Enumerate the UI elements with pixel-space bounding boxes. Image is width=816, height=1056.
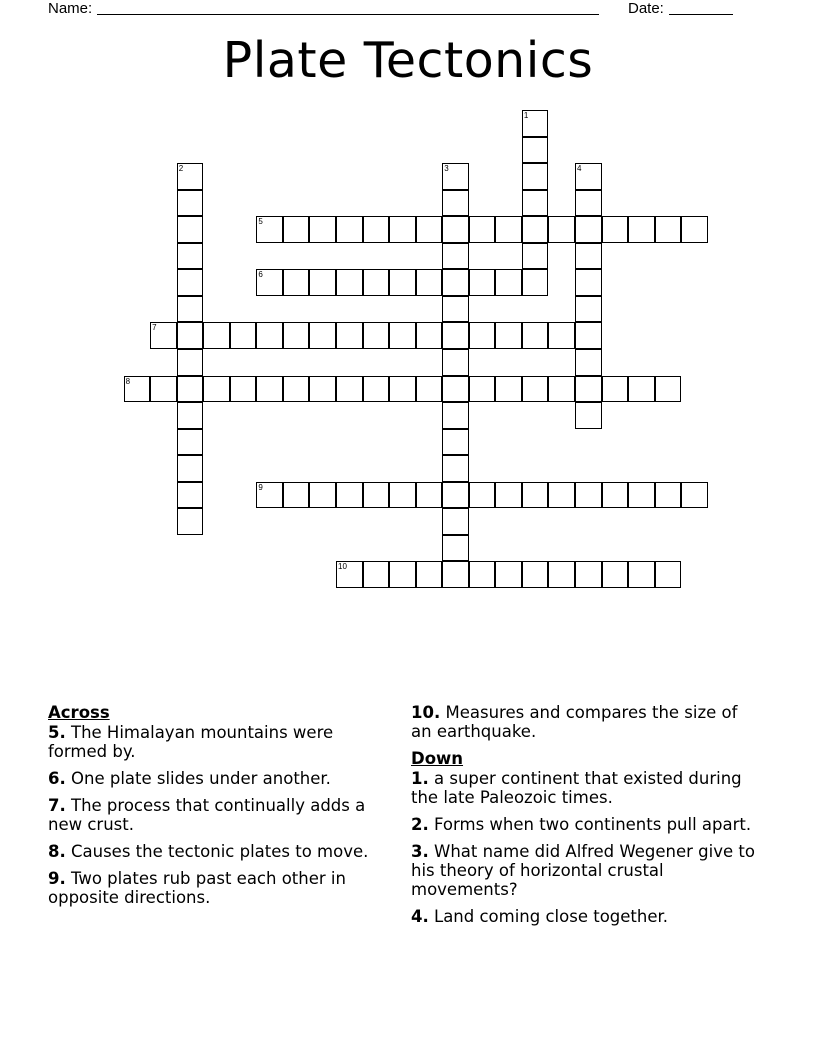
grid-cell[interactable] (575, 561, 602, 588)
grid-cell[interactable] (336, 482, 363, 509)
grid-cell[interactable] (230, 376, 257, 403)
down-clues (411, 703, 761, 934)
grid-cell[interactable] (177, 163, 204, 190)
grid-cell[interactable] (575, 349, 602, 376)
grid-cell[interactable] (442, 269, 469, 296)
grid-cell[interactable] (495, 269, 522, 296)
grid-cell[interactable] (256, 482, 283, 509)
grid-cell[interactable] (150, 322, 177, 349)
grid-cell[interactable] (548, 376, 575, 403)
grid-cell[interactable] (124, 376, 151, 403)
grid-cell[interactable] (389, 322, 416, 349)
grid-cell[interactable] (575, 482, 602, 509)
grid-cell[interactable] (548, 561, 575, 588)
grid-cell[interactable] (655, 482, 682, 509)
grid-cell[interactable] (336, 561, 363, 588)
grid-cell[interactable] (336, 216, 363, 243)
grid-cell[interactable] (602, 561, 629, 588)
grid-cell[interactable] (283, 322, 310, 349)
grid-cell[interactable] (416, 376, 443, 403)
grid-cell[interactable] (655, 561, 682, 588)
grid-cell[interactable] (363, 216, 390, 243)
grid-cell[interactable] (256, 376, 283, 403)
grid-cell[interactable] (309, 376, 336, 403)
grid-cell[interactable] (522, 190, 549, 217)
clue-across-7: 7. The process that continually adds a new crust. (48, 796, 366, 834)
grid-cell[interactable] (336, 269, 363, 296)
grid-cell[interactable] (309, 216, 336, 243)
grid-cell[interactable] (442, 455, 469, 482)
grid-cell[interactable] (177, 349, 204, 376)
clue-number: 9 (258, 482, 263, 492)
name-label: Name: (48, 0, 93, 17)
grid-cell[interactable] (177, 402, 204, 429)
grid-cell[interactable] (256, 216, 283, 243)
grid-cell[interactable] (548, 322, 575, 349)
clue-across-9: 9. Two plates rub past each other in opposite directions. (48, 869, 346, 907)
clue-number: 5 (258, 217, 263, 227)
grid-cell[interactable] (177, 190, 204, 217)
grid-cell[interactable] (628, 561, 655, 588)
grid-cell[interactable] (522, 322, 549, 349)
grid-cell[interactable] (442, 376, 469, 403)
grid-cell[interactable] (442, 429, 469, 456)
grid-cell[interactable] (177, 376, 204, 403)
grid-cell[interactable] (602, 376, 629, 403)
clue-across-10: 10. Measures and compares the size of an earthquake. (411, 703, 738, 741)
grid-cell[interactable] (575, 243, 602, 270)
clue-number: 3 (444, 164, 449, 174)
clue-across-5: 5. The Himalayan mountains were formed by. (48, 723, 334, 761)
grid-cell[interactable] (389, 376, 416, 403)
clue-across-8: 8. Causes the tectonic plates to move. (48, 842, 369, 861)
clue-down-4: 4. Land coming close together. (411, 907, 669, 926)
grid-cell[interactable] (469, 269, 496, 296)
grid-cell[interactable] (495, 482, 522, 509)
grid-cell[interactable] (363, 269, 390, 296)
grid-cell[interactable] (628, 482, 655, 509)
grid-cell[interactable] (575, 163, 602, 190)
grid-cell[interactable] (522, 376, 549, 403)
grid-cell[interactable] (177, 455, 204, 482)
grid-cell[interactable] (442, 349, 469, 376)
grid-cell[interactable] (283, 269, 310, 296)
clue-down-3: 3. What name did Alfred Wegener give to his theory of horizontal crustal movements? (411, 842, 755, 899)
grid-cell[interactable] (389, 482, 416, 509)
grid-cell[interactable] (363, 482, 390, 509)
across-heading: Across (48, 703, 110, 722)
grid-cell[interactable] (203, 376, 230, 403)
grid-cell[interactable] (469, 216, 496, 243)
grid-cell[interactable] (177, 216, 204, 243)
grid-cell[interactable] (177, 296, 204, 323)
grid-cell[interactable] (442, 402, 469, 429)
grid-cell[interactable] (522, 110, 549, 137)
grid-cell[interactable] (575, 269, 602, 296)
grid-cell[interactable] (309, 269, 336, 296)
grid-cell[interactable] (283, 376, 310, 403)
grid-cell[interactable] (655, 376, 682, 403)
clue-down-1: 1. a super continent that existed during the late Paleozoic times. (411, 769, 742, 807)
grid-cell[interactable] (177, 508, 204, 535)
date-label: Date: (628, 0, 664, 17)
clue-number: 1 (523, 111, 529, 120)
grid-cell[interactable] (363, 376, 390, 403)
grid-cell[interactable] (309, 322, 336, 349)
grid-cell[interactable] (522, 243, 549, 270)
grid-cell[interactable] (522, 269, 549, 296)
grid-cell[interactable] (389, 561, 416, 588)
grid-cell[interactable] (442, 322, 469, 349)
grid-cell[interactable] (230, 322, 257, 349)
grid-cell[interactable] (628, 216, 655, 243)
grid-cell[interactable] (336, 376, 363, 403)
grid-cell[interactable] (177, 243, 204, 270)
grid-cell[interactable] (575, 190, 602, 217)
grid-cell[interactable] (442, 482, 469, 509)
grid-cell[interactable] (416, 322, 443, 349)
clue-number: 4 (576, 164, 582, 174)
grid-cell[interactable] (442, 561, 469, 588)
grid-cell[interactable] (522, 163, 549, 190)
grid-cell[interactable] (681, 216, 708, 243)
grid-cell[interactable] (522, 482, 549, 509)
grid-cell[interactable] (628, 376, 655, 403)
grid-cell[interactable] (177, 269, 204, 296)
grid-cell[interactable] (389, 216, 416, 243)
grid-cell[interactable] (442, 190, 469, 217)
grid-cell[interactable] (575, 322, 602, 349)
grid-cell[interactable] (416, 561, 443, 588)
clue-number: 2 (178, 164, 184, 174)
grid-cell[interactable] (495, 376, 522, 403)
grid-cell[interactable] (177, 322, 204, 349)
clue-down-2: 2. Forms when two continents pull apart. (411, 815, 752, 834)
grid-cell[interactable] (469, 482, 496, 509)
grid-cell[interactable] (575, 216, 602, 243)
grid-cell[interactable] (655, 216, 682, 243)
grid-cell[interactable] (522, 216, 549, 243)
grid-cell[interactable] (469, 561, 496, 588)
grid-cell[interactable] (256, 269, 283, 296)
page-title: Plate Tectonics (222, 32, 594, 89)
grid-cell[interactable] (177, 429, 204, 456)
grid-cell[interactable] (575, 402, 602, 429)
grid-cell[interactable] (522, 561, 549, 588)
grid-cell[interactable] (522, 137, 549, 164)
grid-cell[interactable] (575, 376, 602, 403)
grid-cell[interactable] (469, 322, 496, 349)
grid-cell[interactable] (363, 561, 390, 588)
grid-cell[interactable] (442, 296, 469, 323)
clue-number: 6 (258, 270, 263, 280)
grid-cell[interactable] (548, 482, 575, 509)
grid-cell[interactable] (283, 482, 310, 509)
grid-cell[interactable] (495, 216, 522, 243)
grid-cell[interactable] (256, 322, 283, 349)
clue-number: 7 (152, 323, 157, 333)
grid-cell[interactable] (442, 243, 469, 270)
clue-across-6: 6. One plate slides under another. (48, 769, 331, 788)
grid-cell[interactable] (389, 269, 416, 296)
grid-cell[interactable] (442, 508, 469, 535)
grid-cell[interactable] (469, 376, 496, 403)
grid-cell[interactable] (602, 216, 629, 243)
grid-cell[interactable] (363, 322, 390, 349)
grid-cell[interactable] (177, 482, 204, 509)
grid-cell[interactable] (495, 561, 522, 588)
grid-cell[interactable] (150, 376, 177, 403)
grid-cell[interactable] (575, 296, 602, 323)
clue-number: 10 (338, 562, 347, 572)
grid-cell[interactable] (442, 216, 469, 243)
grid-cell[interactable] (416, 482, 443, 509)
grid-cell[interactable] (602, 482, 629, 509)
grid-cell[interactable] (681, 482, 708, 509)
grid-cell[interactable] (442, 163, 469, 190)
grid-cell[interactable] (416, 216, 443, 243)
grid-cell[interactable] (495, 322, 522, 349)
grid-cell[interactable] (442, 535, 469, 562)
down-heading: Down (411, 749, 464, 768)
grid-cell[interactable] (203, 322, 230, 349)
clue-number: 8 (125, 376, 131, 386)
across-clues (48, 703, 378, 915)
grid-cell[interactable] (309, 482, 336, 509)
grid-cell[interactable] (548, 216, 575, 243)
grid-cell[interactable] (283, 216, 310, 243)
grid-cell[interactable] (336, 322, 363, 349)
grid-cell[interactable] (416, 269, 443, 296)
